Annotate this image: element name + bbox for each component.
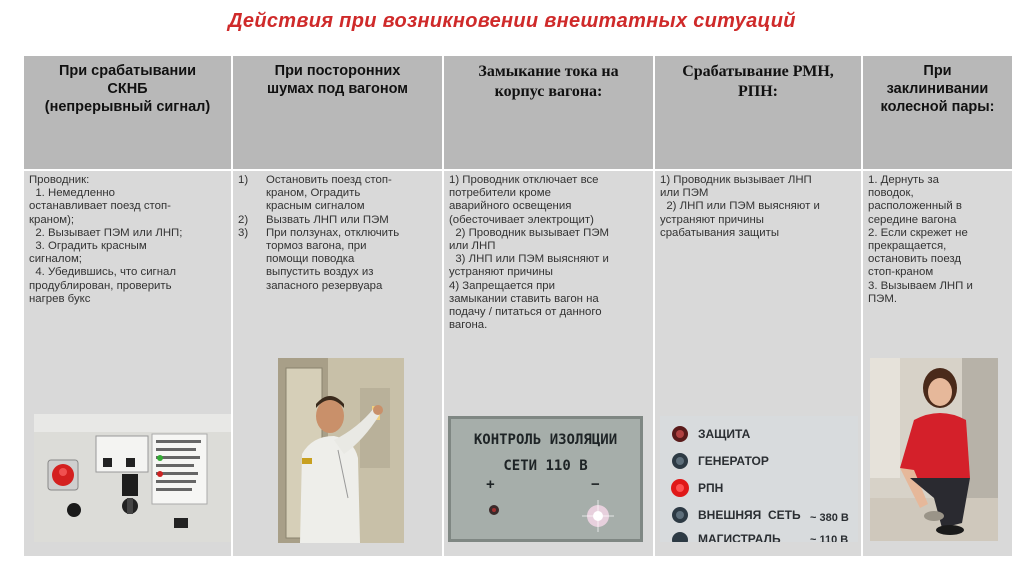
instruction-line: устраняют причины [449, 266, 553, 279]
instruction-line: 4. Убедившись, что сигнал [29, 266, 176, 279]
header-line: корпус вагона: [494, 83, 603, 100]
conductor-photo [278, 358, 404, 543]
instruction-line: 2. Если скрежет не [868, 226, 968, 239]
column-header-wheelset [863, 56, 1012, 169]
instruction-line: остановить поезд [868, 253, 962, 266]
protection-panel-photo [660, 416, 858, 542]
instruction-line: останавливает поезд стоп- [29, 200, 171, 213]
header-line: Срабатывание РМН, [682, 63, 834, 80]
header-line: При [923, 63, 952, 79]
isolation-control-panel-photo [448, 416, 643, 542]
instruction-line: 1) Проводник отключает все [449, 174, 599, 186]
instruction-line: сигналом; [29, 253, 82, 266]
instruction-line: 2) ЛНП или ПЭМ выясняют и [660, 200, 820, 213]
header-line: При посторонних [274, 63, 401, 79]
list-item [238, 214, 437, 227]
list-item [238, 174, 437, 214]
situations-table [24, 56, 1012, 556]
instruction-line: помощи поводка [266, 253, 355, 266]
panel-label: КОНТРОЛЬ ИЗОЛЯЦИИ [473, 432, 618, 448]
panel-label: РПН [698, 481, 724, 495]
instruction-line: аварийного освещения [449, 200, 572, 213]
header-line: РПН: [738, 83, 778, 100]
instruction-line: 1. Немедленно [29, 187, 116, 200]
instruction-line: прекращается, [868, 240, 947, 253]
instruction-line: 3. Вызываем ЛНП и [868, 279, 973, 292]
header-line: колесной пары: [880, 99, 995, 115]
instruction-line: нагрев букс [29, 292, 91, 305]
instruction-line: срабатывания защиты [660, 226, 780, 239]
instruction-line: расположенный в [868, 200, 962, 213]
header-line: шумах под вагоном [267, 81, 408, 97]
instruction-line: замыкании ставить вагон на [449, 292, 599, 305]
instruction-line: Вызвать ЛНП или ПЭМ [266, 213, 389, 226]
instruction-line: поводок, [868, 187, 914, 200]
voltage-label: ~ 380 В [810, 512, 849, 524]
instruction-line: устраняют причины [660, 213, 764, 226]
column-header-noise [233, 56, 442, 169]
item-number: 3) [238, 226, 249, 239]
item-number: 2) [238, 213, 249, 226]
panel-label: ГЕНЕРАТОР [698, 454, 769, 468]
instruction-line: Проводник: [29, 174, 90, 186]
header-line: (непрерывный сигнал) [44, 99, 211, 115]
panel-label: ВНЕШНЯЯ СЕТЬ [698, 508, 801, 522]
panel-label: ЗАЩИТА [698, 427, 751, 441]
minus-sign: − [591, 476, 600, 493]
instruction-line: подачу / питаться от данного [449, 306, 602, 319]
instruction-line: выпустить воздух из [266, 266, 374, 279]
header-line: СКНБ [107, 81, 148, 97]
voltage-label: ~ 110 В [810, 534, 849, 542]
instruction-line: Остановить поезд стоп- [266, 174, 392, 186]
header-line: заклинивании [886, 81, 989, 97]
list-item [238, 227, 437, 293]
instruction-line: запасного резервуара [266, 279, 383, 292]
instruction-line: краном); [29, 213, 75, 226]
page-title: Действия при возникновении внештатных ситуаций [228, 10, 796, 32]
column-header-rmn-rpn [655, 56, 861, 169]
column-header-sknb [24, 56, 231, 169]
instruction-line: продублирован, проверить [29, 279, 172, 292]
header-line: Замыкание тока на [478, 63, 619, 80]
instruction-line: краном, Оградить [266, 187, 361, 200]
instruction-line: середине вагона [868, 213, 957, 226]
header-line: При срабатывании [58, 63, 197, 79]
instruction-line: 3. Оградить красным [29, 240, 147, 253]
instruction-line: 4) Запрещается при [449, 279, 555, 292]
instruction-line: стоп-краном [868, 266, 934, 279]
instruction-line: красным сигналом [266, 200, 365, 213]
instruction-line: 3) ЛНП или ПЭМ выясняют и [449, 253, 609, 266]
instruction-line: 1) Проводник вызывает ЛНП [660, 174, 812, 186]
item-number: 1) [238, 174, 249, 186]
sknb-control-panel-photo [34, 414, 231, 542]
column-header-short-circuit [444, 56, 653, 169]
instruction-line: (обесточивает электрощит) [449, 213, 594, 226]
instruction-line: или ПЭМ [660, 187, 709, 200]
instruction-line: или ЛНП [449, 240, 496, 253]
instruction-line: потребители кроме [449, 187, 551, 200]
plus-sign: + [486, 476, 495, 493]
instruction-line: вагона. [449, 319, 488, 332]
conductor-crouching-photo [870, 358, 998, 541]
instruction-line: ПЭМ. [868, 292, 898, 305]
panel-label: СЕТИ 110 В [503, 458, 588, 474]
instruction-line: 2) Проводник вызывает ПЭМ [449, 226, 610, 239]
panel-label: МАГИСТРАЛЬ [698, 532, 781, 542]
instruction-line: 2. Вызывает ПЭМ или ЛНП; [29, 226, 183, 239]
instruction-line: тормоз вагона, при [266, 240, 367, 253]
instruction-line: При ползунах, отключить [266, 226, 400, 239]
instruction-line: 1. Дернуть за [868, 174, 939, 186]
